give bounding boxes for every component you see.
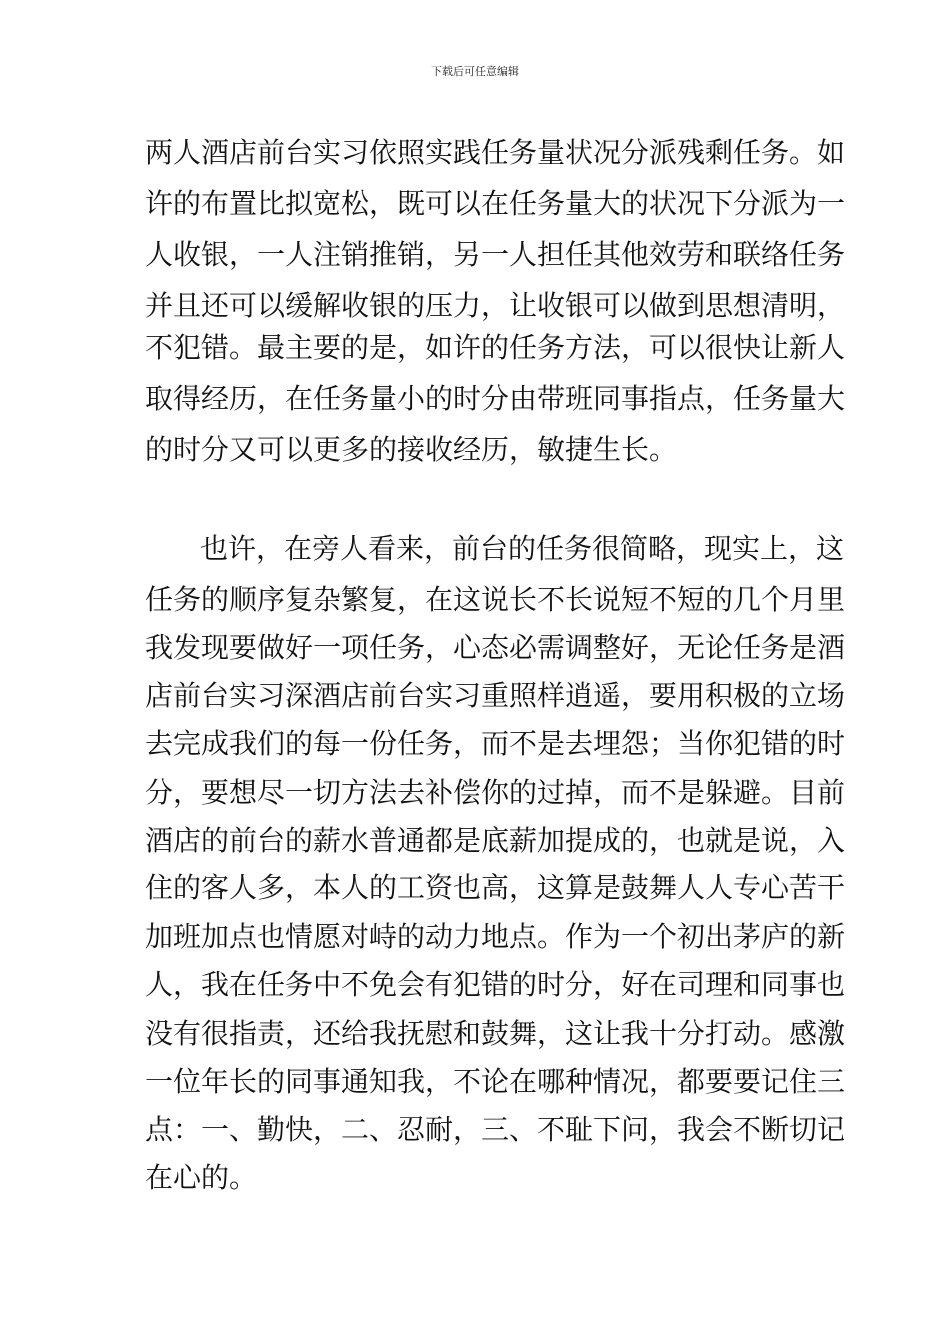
paragraph-line: 酒店的前台的薪水普通都是底薪加提成的，也就是说，入 bbox=[145, 824, 846, 857]
paragraph-line: 点：一、勤快，二、忍耐，三、不耻下问，我会不断切记 bbox=[145, 1113, 846, 1146]
paragraph-line: 加班加点也情愿对峙的动力地点。作为一个初出茅庐的新 bbox=[145, 920, 846, 953]
paragraph-line: 并且还可以缓解收银的压力，让收银可以做到思想清明， bbox=[145, 289, 846, 322]
paragraph-line: 去完成我们的每一份任务，而不是去埋怨；当你犯错的时 bbox=[145, 727, 846, 760]
paragraph-line: 取得经历，在任务量小的时分由带班同事指点，任务量大 bbox=[145, 382, 846, 415]
page-header: 下载后可任意编辑 bbox=[431, 65, 519, 78]
paragraph-line: 许的布置比拟宽松，既可以在任务量大的状况下分派为一 bbox=[145, 187, 846, 220]
paragraph-line: 没有很指责，还给我抚慰和鼓舞，这让我十分打动。感激 bbox=[145, 1017, 846, 1050]
paragraph-line: 店前台实习深酒店前台实习重照样逍遥，要用积极的立场 bbox=[145, 679, 846, 712]
paragraph-line: 住的客人多，本人的工资也高，这算是鼓舞人人专心苦干 bbox=[145, 871, 846, 904]
paragraph-line: 任务的顺序复杂繁复，在这说长不长说短不短的几个月里 bbox=[145, 583, 846, 616]
paragraph-line: 不犯错。最主要的是，如许的任务方法，可以很快让新人 bbox=[145, 331, 846, 364]
paragraph-line: 在心的。 bbox=[145, 1161, 258, 1194]
paragraph-line: 人收银，一人注销推销，另一人担任其他效劳和联络任务 bbox=[145, 238, 846, 271]
paragraph-line: 人，我在任务中不免会有犯错的时分，好在司理和同事也 bbox=[145, 968, 846, 1001]
paragraph-line: 我发现要做好一项任务，心态必需调整好，无论任务是酒 bbox=[145, 631, 846, 664]
paragraph-line: 两人酒店前台实习依照实践任务量状况分派残剩任务。如 bbox=[145, 136, 846, 169]
paragraph-line: 一位年长的同事通知我，不论在哪种情况，都要要记住三 bbox=[145, 1065, 846, 1098]
paragraph-line: 的时分又可以更多的接收经历，敏捷生长。 bbox=[145, 433, 678, 466]
paragraph-line: 也许，在旁人看来，前台的任务很简略，现实上，这 bbox=[200, 532, 845, 565]
paragraph-line: 分，要想尽一切方法去补偿你的过掉，而不是躲避。目前 bbox=[145, 776, 846, 809]
